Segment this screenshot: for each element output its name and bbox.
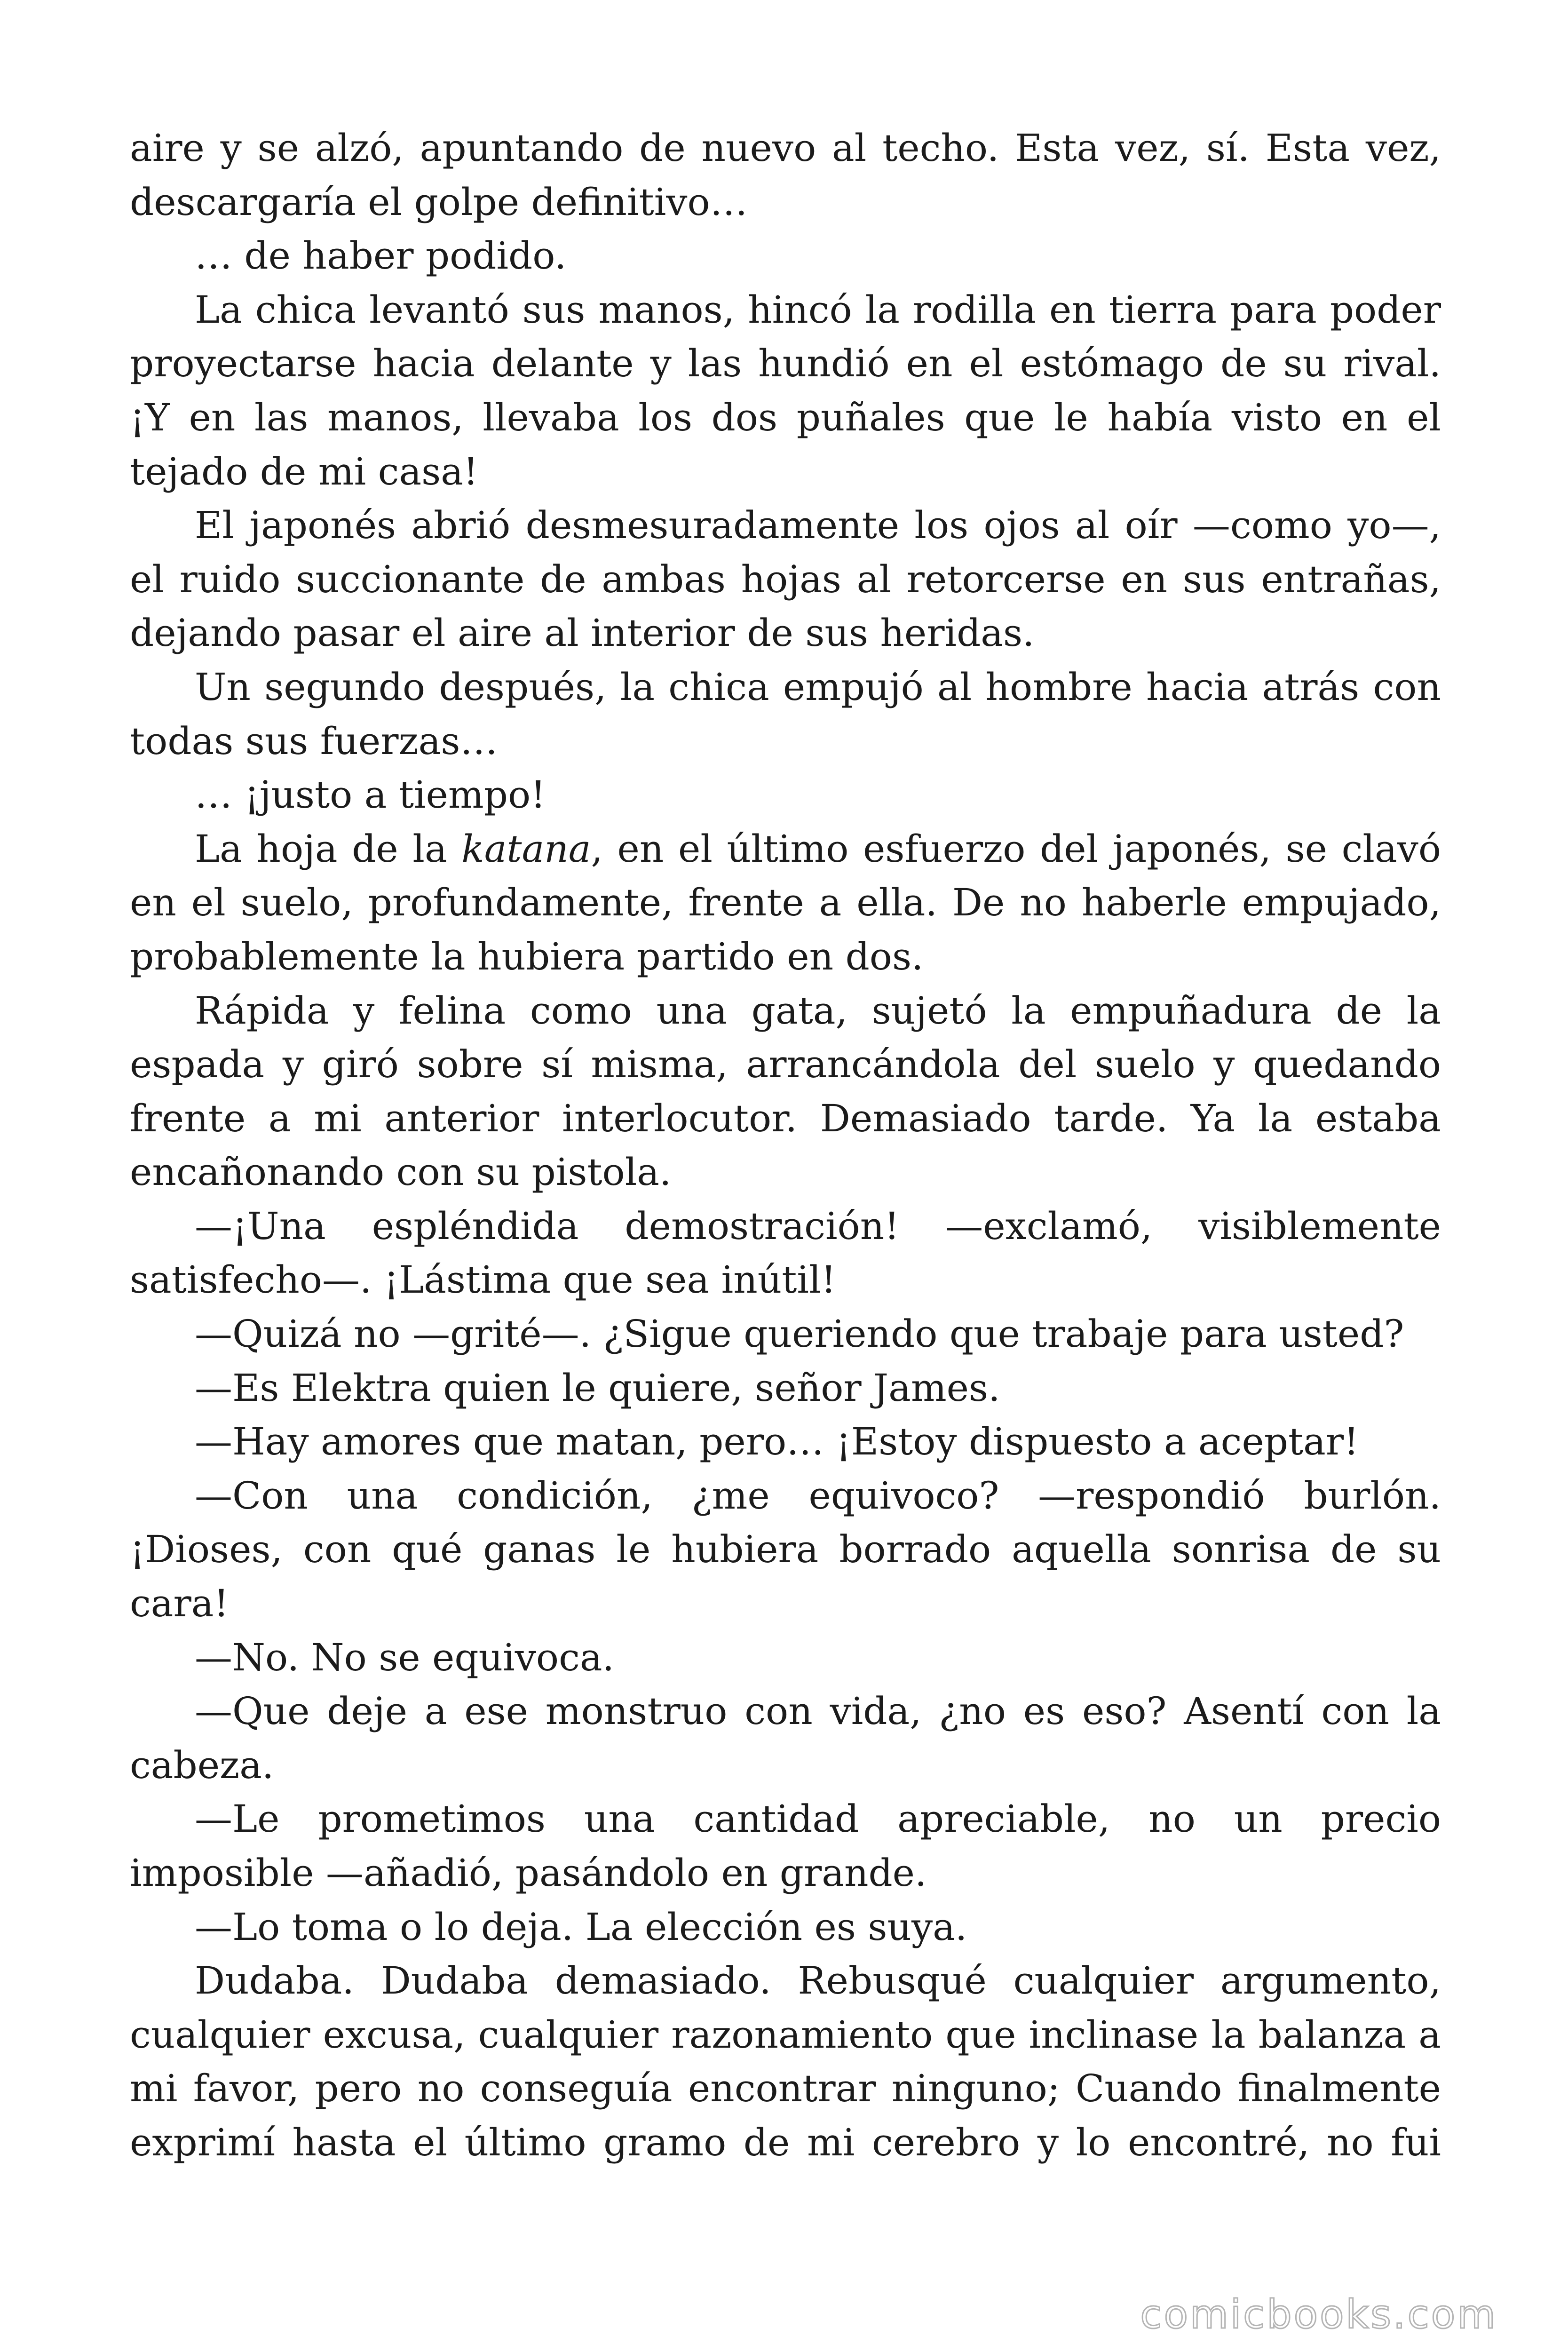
paragraph: … de haber podido. <box>195 234 567 278</box>
dialogue-paragraph: —Es Elektra quien le quiere, señor James. <box>195 1366 1000 1410</box>
paragraph: … ¡justo a tiempo! <box>195 773 546 817</box>
paragraph: Dudaba. Dudaba demasiado. Rebusqué cualquier argumento, cualquier excusa, cualquier razonamiento que inclinase la balanza a mi favor, pero no conseguía encontrar ninguno; Cuando finalmente exprimí hasta el último gramo de mi cerebro y lo encontré, no fui <box>130 1959 1441 2164</box>
paragraph-text: , en el último esfuerzo del japonés, se clavó en el suelo, profundamente, frente a ella. De no haberle empujado, probablemente la hubiera partido en dos. <box>130 826 1441 978</box>
paragraph: El japonés abrió desmesuradamente los ojos al oír —como yo—, el ruido succionante de ambas hojas al retorcerse en sus entrañas, dejando pasar el aire al interior de sus heridas. <box>130 503 1441 655</box>
dialogue-paragraph: —Hay amores que matan, pero… ¡Estoy dispuesto a aceptar! <box>195 1420 1359 1464</box>
body-text <box>130 121 1441 2170</box>
italic-word: katana <box>461 826 591 871</box>
dialogue-paragraph: —¡Una espléndida demostración! —exclamó, visiblemente satisfecho—. ¡Lástima que sea inútil! <box>130 1204 1441 1302</box>
paragraph: aire y se alzó, apuntando de nuevo al techo. Esta vez, sí. Esta vez, descargaría el golpe definitivo… <box>130 126 1441 224</box>
watermark: comicbooks.com <box>1140 2291 1497 2337</box>
paragraph: La chica levantó sus manos, hincó la rodilla en tierra para poder proyectarse hacia delante y las hundió en el estómago de su rival. ¡Y en las manos, llevaba los dos puñales que le había visto en el tejado de mi casa! <box>130 287 1441 493</box>
dialogue-paragraph: —Con una condición, ¿me equivoco? —respondió burlón. ¡Dioses, con qué ganas le hubiera borrado aquella sonrisa de su cara! <box>130 1473 1441 1626</box>
dialogue-paragraph: —Que deje a ese monstruo con vida, ¿no es eso? Asentí con la cabeza. <box>130 1689 1441 1787</box>
dialogue-paragraph: —Lo toma o lo deja. La elección es suya. <box>195 1905 967 1949</box>
paragraph: Rápida y felina como una gata, sujetó la empuñadura de la espada y giró sobre sí misma, arrancándola del suelo y quedando frente a mi anterior interlocutor. Demasiado tarde. Ya la estaba encañonando con su pistola. <box>130 988 1441 1194</box>
dialogue-paragraph: —Quizá no —grité—. ¿Sigue queriendo que trabaje para usted? <box>195 1312 1404 1356</box>
paragraph-text: La hoja de la <box>195 826 462 871</box>
dialogue-paragraph: —Le prometimos una cantidad apreciable, no un precio imposible —añadió, pasándolo en grande. <box>130 1797 1441 1895</box>
dialogue-paragraph: —No. No se equivoca. <box>195 1635 614 1679</box>
paragraph: Un segundo después, la chica empujó al hombre hacia atrás con todas sus fuerzas… <box>130 665 1441 763</box>
paragraph <box>130 822 1441 984</box>
